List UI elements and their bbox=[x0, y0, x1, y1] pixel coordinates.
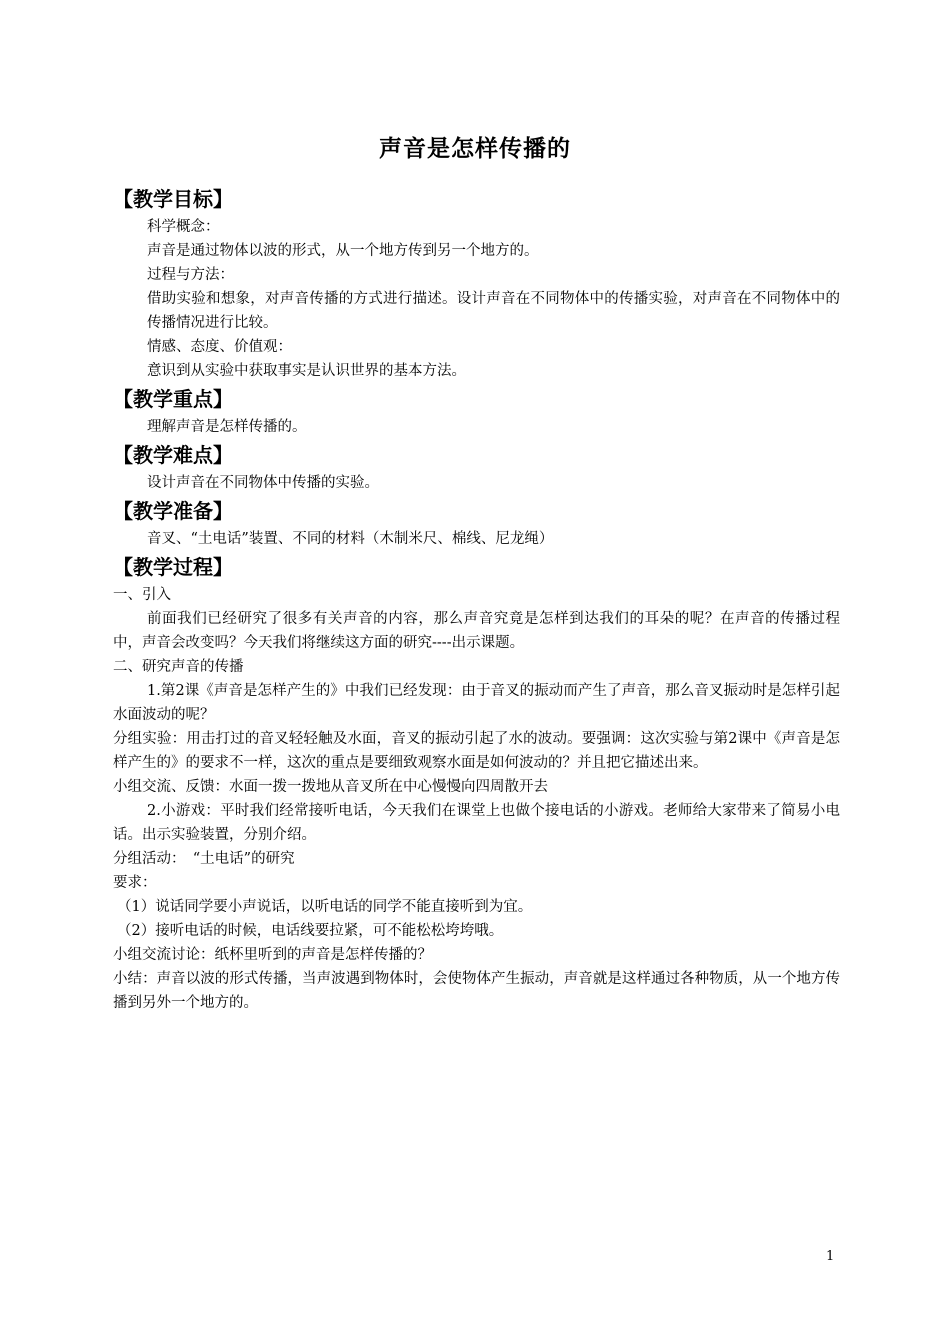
key-point-text: 理解声音是怎样传播的。 bbox=[147, 419, 307, 435]
page-number: 1 bbox=[826, 1249, 835, 1264]
section-heading-key-point: 【教学重点】 bbox=[113, 387, 233, 411]
summary-text: 小结：声音以波的形式传播，当声波遇到物体时，会使物体产生振动，声音就是这样通过各种物质，从一个地方传播到另外一个地方的。 bbox=[113, 971, 840, 1011]
preparation-text: 音叉、“土电话”装置、不同的材料（木制米尺、棉线、尼龙绳） bbox=[147, 531, 554, 547]
section-process bbox=[113, 551, 840, 1015]
attitude-label: 情感、态度、价值观： bbox=[147, 339, 292, 355]
method-text: 借助实验和想象，对声音传播的方式进行描述。设计声音在不同物体中的传播实验，对声音在不同物体中的传播情况进行比较。 bbox=[147, 291, 840, 331]
section-heading-preparation: 【教学准备】 bbox=[113, 499, 233, 523]
part1-title: 一、引入 bbox=[113, 587, 171, 603]
group-feedback-text: 小组交流、反馈：水面一拨一拨地从音叉所在中心慢慢向四周散开去 bbox=[113, 779, 548, 795]
section-key-point bbox=[113, 383, 840, 439]
step2-text: 2.小游戏：平时我们经常接听电话，今天我们在课堂上也做个接电话的小游戏。老师给大家带来了简易小电话。出示实验装置，分别介绍。 bbox=[113, 803, 840, 843]
part1-text: 前面我们已经研究了很多有关声音的内容，那么声音究竟是怎样到达我们的耳朵的呢？在声音的传播过程中，声音会改变吗？今天我们将继续这方面的研究----出示课题。 bbox=[113, 611, 840, 651]
concept-label: 科学概念： bbox=[147, 219, 220, 235]
section-heading-objectives: 【教学目标】 bbox=[113, 187, 233, 211]
step1-text: 1.第2课《声音是怎样产生的》中我们已经发现：由于音叉的振动而产生了声音，那么音叉振动时是怎样引起水面波动的呢？ bbox=[113, 683, 840, 723]
document-body bbox=[113, 183, 840, 1015]
requirement-item: （1）说话同学要小声说话，以听电话的同学不能直接听到为宜。 bbox=[117, 899, 533, 915]
discussion-text: 小组交流讨论：纸杯里听到的声音是怎样传播的？ bbox=[113, 947, 432, 963]
part2-title: 二、研究声音的传播 bbox=[113, 659, 244, 675]
concept-text: 声音是通过物体以波的形式，从一个地方传到另一个地方的。 bbox=[147, 243, 539, 259]
document-title: 声音是怎样传播的 bbox=[379, 136, 571, 162]
method-label: 过程与方法： bbox=[147, 267, 234, 283]
section-difficulty bbox=[113, 439, 840, 495]
requirement-label: 要求： bbox=[113, 875, 157, 891]
section-preparation bbox=[113, 495, 840, 551]
section-heading-process: 【教学过程】 bbox=[113, 555, 233, 579]
attitude-text: 意识到从实验中获取事实是认识世界的基本方法。 bbox=[147, 363, 466, 379]
section-heading-difficulty: 【教学难点】 bbox=[113, 443, 233, 467]
requirement-item: （2）接听电话的时候，电话线要拉紧，可不能松松垮垮哦。 bbox=[117, 923, 504, 939]
difficulty-text: 设计声音在不同物体中传播的实验。 bbox=[147, 475, 379, 491]
section-objectives bbox=[113, 183, 840, 383]
group-activity-text: 分组活动： “土电话”的研究 bbox=[113, 851, 295, 867]
group-experiment-text: 分组实验：用击打过的音叉轻轻触及水面，音叉的振动引起了水的波动。要强调：这次实验与第2课中《声音是怎样产生的》的要求不一样，这次的重点是要细致观察水面是如何波动的？并且把它描述出来。 bbox=[113, 731, 840, 771]
